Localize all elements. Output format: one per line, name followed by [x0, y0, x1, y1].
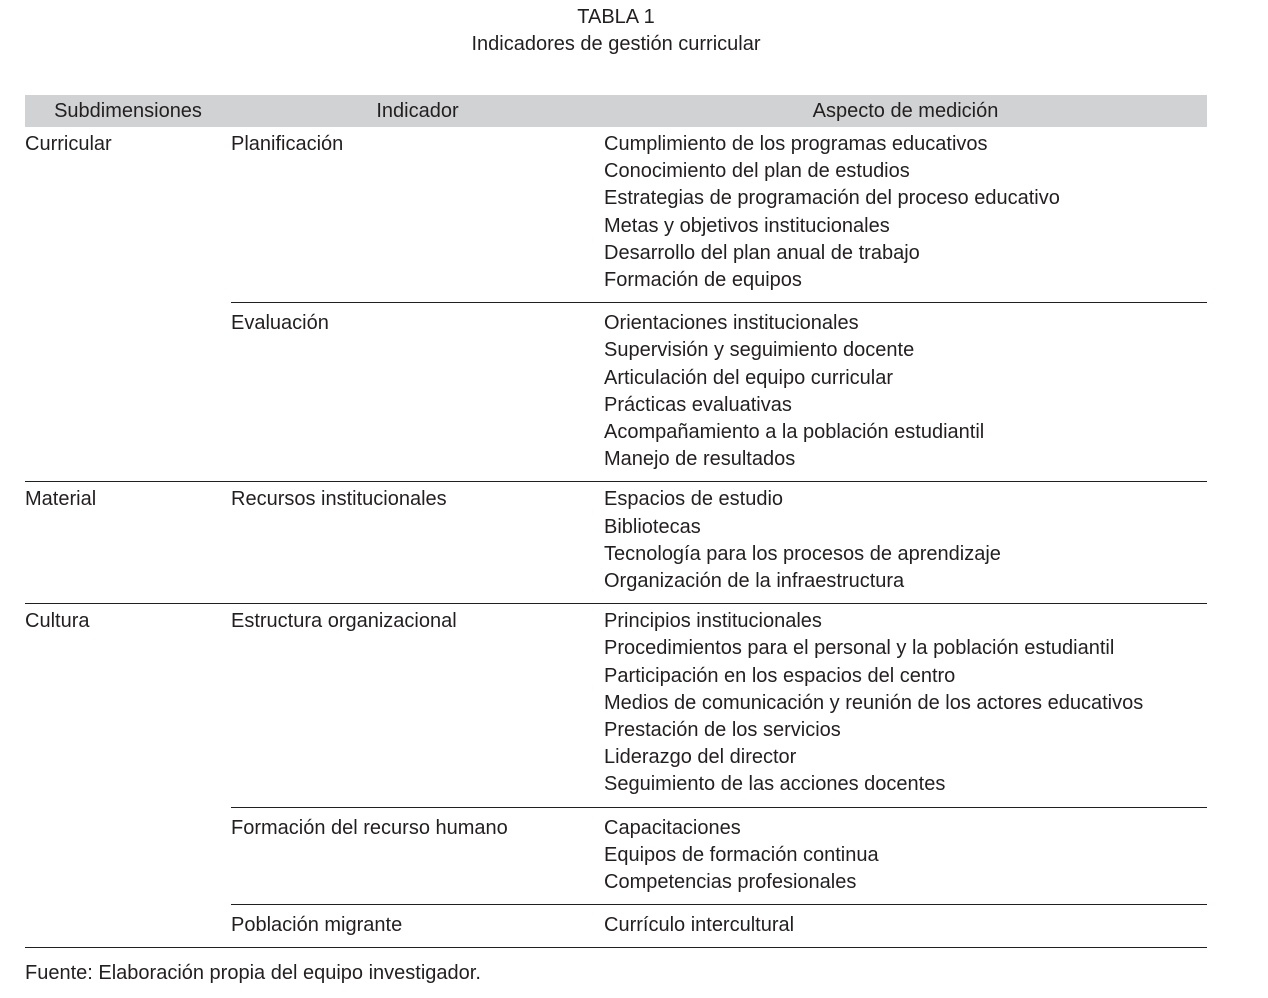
aspect-item: Participación en los espacios del centro — [604, 664, 956, 687]
aspect-cell — [604, 486, 1207, 595]
indicator-rows — [231, 127, 1207, 481]
aspect-item: Estrategias de programación del proceso educativo — [604, 187, 1060, 210]
table-number: TABLA 1 — [577, 6, 655, 28]
aspect-item: Principios institucionales — [604, 610, 822, 633]
table-row — [231, 482, 1207, 603]
aspect-item: Capacitaciones — [604, 816, 741, 839]
aspect-item: Currículo intercultural — [604, 914, 795, 937]
table-row — [231, 807, 1207, 905]
aspect-cell — [604, 815, 1207, 897]
indicator-cell: Planificación — [231, 133, 344, 155]
aspect-item: Organización de la infraestructura — [604, 570, 905, 593]
table-row — [231, 302, 1207, 481]
indicators-table — [25, 95, 1207, 948]
header-subdimensiones: Subdimensiones — [54, 99, 202, 122]
aspect-item: Seguimiento de las acciones docentes — [604, 773, 946, 796]
table-group — [25, 482, 1207, 604]
aspect-item: Equipos de formación continua — [604, 843, 879, 866]
indicator-cell: Estructura organizacional — [231, 610, 457, 633]
header-indicador: Indicador — [376, 99, 459, 122]
aspect-item: Formación de equipos — [604, 269, 802, 292]
aspect-item: Conocimiento del plan de estudios — [604, 160, 910, 183]
aspect-item: Prestación de los servicios — [604, 719, 841, 742]
aspect-item: Supervisión y seguimiento docente — [604, 339, 915, 362]
aspect-item: Espacios de estudio — [604, 488, 784, 511]
subdimension-cell: Material — [25, 488, 97, 511]
indicator-cell: Evaluación — [231, 312, 329, 335]
aspect-item: Cumplimiento de los programas educativos — [604, 133, 988, 155]
aspect-item: Manejo de resultados — [604, 448, 796, 471]
aspect-item: Prácticas evaluativas — [604, 393, 792, 416]
table-caption — [0, 4, 1232, 58]
table-header — [25, 95, 1207, 127]
table-row — [231, 904, 1207, 947]
aspect-cell — [604, 131, 1207, 294]
indicator-cell: Recursos institucionales — [231, 488, 447, 511]
aspect-item: Tecnología para los procesos de aprendizaje — [604, 542, 1001, 565]
aspect-item: Medios de comunicación y reunión de los actores educativos — [604, 691, 1144, 714]
indicator-rows — [231, 482, 1207, 603]
table-row — [231, 604, 1207, 806]
aspect-item: Metas y objetivos institucionales — [604, 214, 890, 237]
table-row — [231, 127, 1207, 302]
aspect-item: Articulación del equipo curricular — [604, 366, 894, 389]
aspect-item: Procedimientos para el personal y la población estudiantil — [604, 637, 1115, 660]
aspect-item: Acompañamiento a la población estudiantil — [604, 421, 985, 444]
table-group — [25, 127, 1207, 482]
aspect-item: Desarrollo del plan anual de trabajo — [604, 241, 920, 264]
indicator-cell: Población migrante — [231, 914, 403, 937]
subdimension-cell: Curricular — [25, 133, 112, 155]
header-aspecto: Aspecto de medición — [812, 99, 999, 122]
source-note: Fuente: Elaboración propia del equipo investigador. — [25, 962, 481, 984]
indicator-rows — [231, 604, 1207, 947]
aspect-cell — [604, 608, 1207, 798]
aspect-item: Bibliotecas — [604, 515, 701, 538]
aspect-cell — [604, 912, 1207, 939]
aspect-item: Orientaciones institucionales — [604, 312, 859, 335]
indicator-cell: Formación del recurso humano — [231, 816, 508, 839]
subdimension-cell: Cultura — [25, 610, 90, 633]
aspect-item: Liderazgo del director — [604, 746, 797, 769]
table-group — [25, 604, 1207, 948]
aspect-item: Competencias profesionales — [604, 871, 857, 894]
table-title: Indicadores de gestión curricular — [471, 33, 761, 55]
aspect-cell — [604, 310, 1207, 473]
table-body — [25, 127, 1207, 948]
